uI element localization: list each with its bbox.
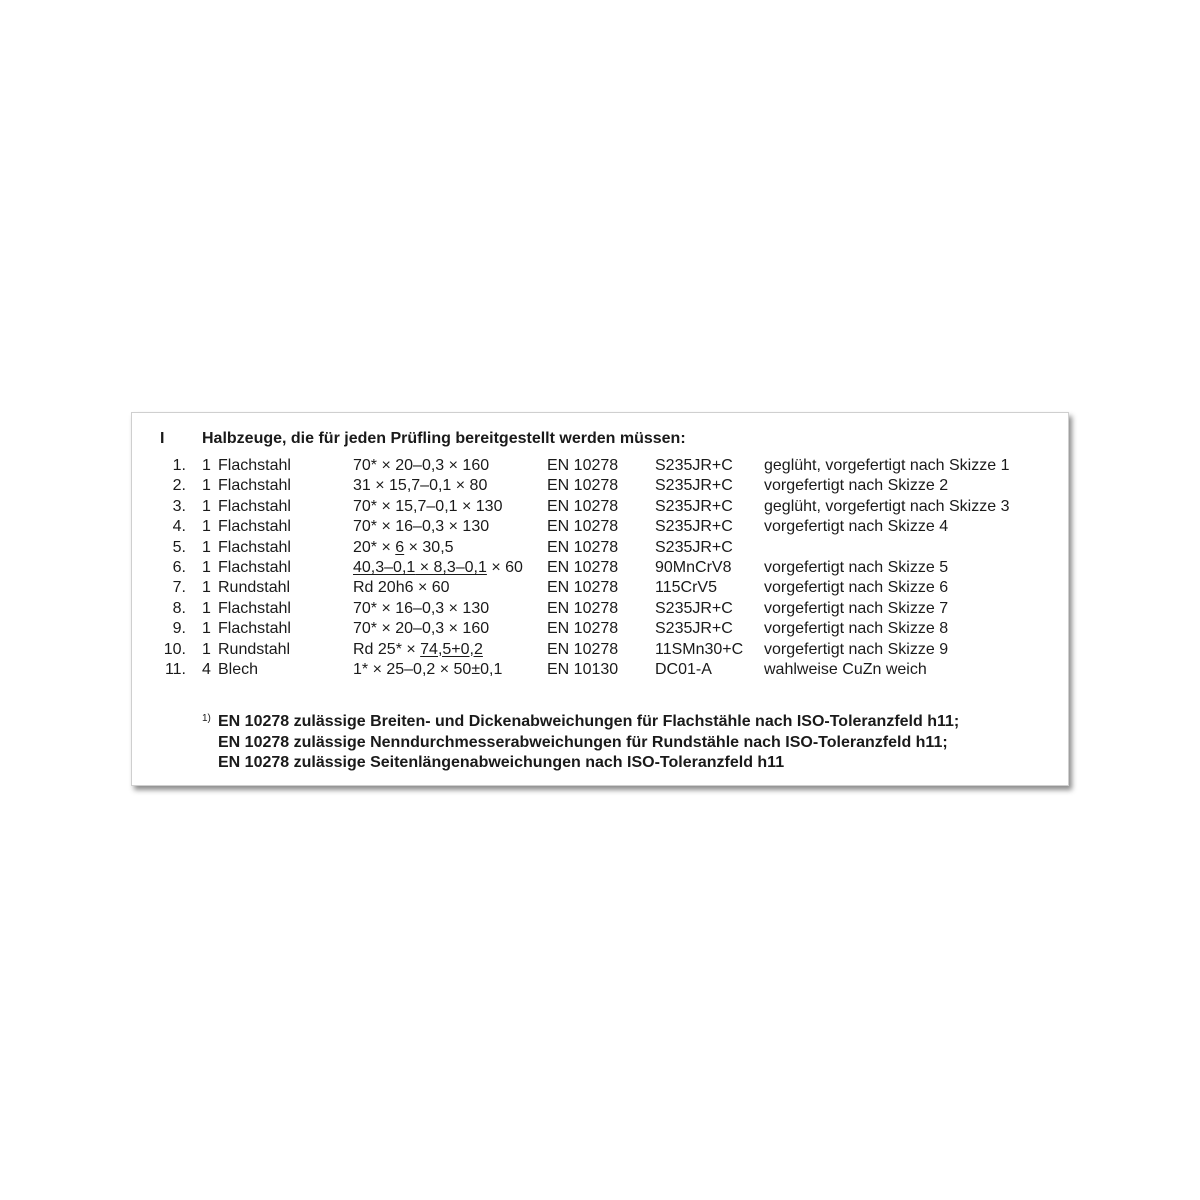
row-norm: EN 10278: [547, 558, 619, 576]
row-dimensions: 20* × 6 × 30,5: [353, 538, 454, 556]
row-norm: EN 10278: [547, 518, 619, 536]
row-material: S235JR+C: [655, 620, 733, 638]
section-heading: Halbzeuge, die für jeden Prüfling bereitgestellt werden müssen:: [202, 430, 686, 447]
row-number: 3.: [172, 497, 186, 515]
row-note: geglüht, vorgefertigt nach Skizze 1: [764, 457, 1010, 474]
row-norm: EN 10278: [547, 457, 619, 474]
row-shape: Rundstahl: [218, 640, 291, 658]
list-item: [132, 558, 1068, 578]
row-norm: EN 10278: [547, 477, 619, 495]
row-number: 5.: [172, 538, 186, 556]
row-shape: Flachstahl: [218, 477, 291, 495]
row-dimensions: 70* × 15,7–0,1 × 130: [353, 497, 503, 515]
row-number: 9.: [172, 620, 186, 638]
row-material: 90MnCrV8: [655, 558, 732, 576]
row-number: 10.: [163, 640, 186, 658]
row-dimensions: 31 × 15,7–0,1 × 80: [353, 477, 488, 495]
row-shape: Flachstahl: [218, 599, 291, 617]
row-note: geglüht, vorgefertigt nach Skizze 3: [764, 497, 1010, 515]
row-dimensions: 1* × 25–0,2 × 50±0,1: [353, 660, 503, 678]
row-material: 115CrV5: [655, 579, 717, 597]
row-material: S235JR+C: [655, 477, 733, 495]
row-note: vorgefertigt nach Skizze 4: [764, 518, 949, 536]
row-number: 11.: [164, 660, 186, 678]
row-material: S235JR+C: [655, 538, 733, 556]
row-material: S235JR+C: [655, 599, 733, 617]
row-quantity: 1: [202, 518, 211, 536]
row-dimensions: Rd 25* × 74,5+0,2: [353, 640, 483, 658]
row-quantity: 1: [202, 620, 211, 638]
row-note: wahlweise CuZn weich: [764, 660, 927, 678]
list-item: [132, 538, 1068, 558]
row-number: 8.: [172, 599, 186, 617]
row-note: vorgefertigt nach Skizze 6: [764, 579, 949, 597]
row-material: 11SMn30+C: [655, 640, 744, 658]
row-shape: Flachstahl: [218, 558, 291, 576]
row-note: vorgefertigt nach Skizze 8: [764, 620, 949, 638]
row-quantity: 1: [202, 538, 211, 556]
row-shape: Flachstahl: [218, 457, 291, 474]
list-item: [132, 578, 1068, 598]
list-item: [132, 476, 1068, 496]
materials-list: [132, 456, 1068, 680]
list-item: [132, 640, 1068, 660]
row-shape: Flachstahl: [218, 518, 291, 536]
row-quantity: 1: [202, 477, 211, 495]
row-number: 4.: [172, 518, 186, 536]
row-number: 7.: [172, 579, 186, 597]
row-note: vorgefertigt nach Skizze 9: [764, 640, 949, 658]
row-note: vorgefertigt nach Skizze 7: [764, 599, 949, 617]
row-quantity: 1: [202, 599, 211, 617]
row-norm: EN 10278: [547, 640, 619, 658]
row-quantity: 4: [202, 660, 211, 678]
row-number: 2.: [172, 477, 186, 495]
row-quantity: 1: [202, 558, 211, 576]
row-shape: Flachstahl: [218, 620, 291, 638]
row-dimensions: 40,3–0,1 × 8,3–0,1 × 60: [353, 558, 523, 576]
materials-card: [131, 412, 1069, 786]
row-norm: EN 10278: [547, 538, 619, 556]
row-quantity: 1: [202, 457, 211, 474]
row-material: DC01-A: [655, 660, 712, 678]
row-material: S235JR+C: [655, 457, 733, 474]
footnote-mark: 1): [202, 713, 211, 724]
row-shape: Flachstahl: [218, 497, 291, 515]
row-note: vorgefertigt nach Skizze 2: [764, 477, 949, 495]
row-dimensions: 70* × 20–0,3 × 160: [353, 457, 490, 474]
row-dimensions: 70* × 16–0,3 × 130: [353, 599, 490, 617]
row-number: 1.: [172, 457, 186, 474]
row-norm: EN 10278: [547, 620, 619, 638]
row-dimensions: Rd 20h6 × 60: [353, 579, 450, 597]
row-shape: Flachstahl: [218, 538, 291, 556]
row-number: 6.: [172, 558, 186, 576]
row-quantity: 1: [202, 497, 211, 515]
list-item: [132, 517, 1068, 537]
row-dimensions: 70* × 20–0,3 × 160: [353, 620, 490, 638]
row-material: S235JR+C: [655, 497, 733, 515]
row-dimensions: 70* × 16–0,3 × 130: [353, 518, 490, 536]
row-shape: Rundstahl: [218, 579, 291, 597]
list-item: [132, 599, 1068, 619]
row-quantity: 1: [202, 640, 211, 658]
footnote-line: EN 10278 zulässige Seitenlängenabweichungen nach ISO-Toleranzfeld h11: [218, 754, 785, 771]
footnote-line: EN 10278 zulässige Breiten- und Dickenabweichungen für Flachstähle nach ISO-Toleranzfeld h11;: [218, 713, 960, 730]
section-letter: I: [160, 430, 165, 447]
row-norm: EN 10130: [547, 660, 619, 678]
list-item: [132, 619, 1068, 639]
row-shape: Blech: [218, 660, 259, 678]
row-material: S235JR+C: [655, 518, 733, 536]
footnote-line: EN 10278 zulässige Nenndurchmesserabweichungen für Rundstähle nach ISO-Toleranzfeld h11;: [218, 733, 948, 751]
row-norm: EN 10278: [547, 497, 619, 515]
list-item: [132, 456, 1068, 476]
footnote: [202, 712, 959, 774]
list-item: [132, 497, 1068, 517]
row-norm: EN 10278: [547, 579, 619, 597]
row-norm: EN 10278: [547, 599, 619, 617]
row-note: vorgefertigt nach Skizze 5: [764, 558, 949, 576]
row-quantity: 1: [202, 579, 211, 597]
list-item: [132, 660, 1068, 680]
